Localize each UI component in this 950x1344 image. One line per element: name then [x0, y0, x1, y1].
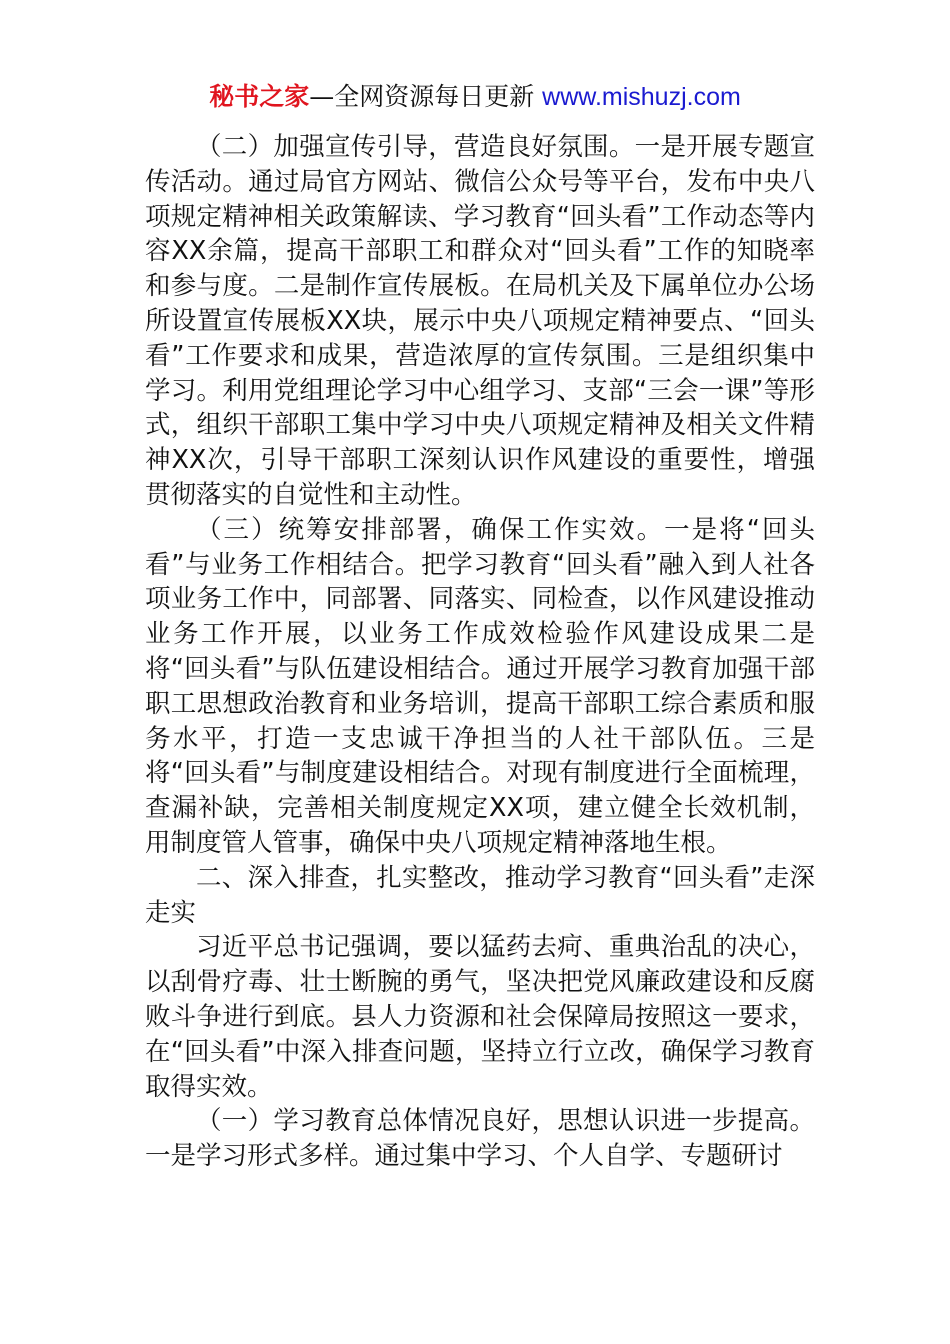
section-heading-2: 二、深入排查，扎实整改，推动学习教育“回头看”走深走实: [145, 862, 815, 928]
paragraph-overview: （一）学习教育总体情况良好，思想认识进一步提高。一是学习形式多样。通过集中学习、个人自学、专题研讨: [145, 1106, 815, 1172]
site-url-link[interactable]: www.mishuzj.com: [542, 83, 741, 111]
brand-name: 秘书之家: [209, 82, 310, 111]
paragraph-quote: 习近平总书记强调，要以猛药去疴、重典治乱的决心，以刮骨疗毒、壮士断腕的勇气，坚决把党风廉政建设和反腐败斗争进行到底。县人力资源和社会保障局按照这一要求，在“回头看”中深入排查问题，坚持立行立改，确保学习教育取得实效。: [145, 932, 815, 1102]
header-tagline: —全网资源每日更新: [309, 82, 543, 111]
paragraph-publicity: （二）加强宣传引导，营造良好氛围。一是开展专题宣传活动。通过局官方网站、微信公众号等平台，发布中央八项规定精神相关政策解读、学习教育“回头看”工作动态等内容XX余篇，提高干部职工和群众对“回头看”工作的知晓率和参与度。二是制作宣传展板。在局机关及下属单位办公场所设置宣传展板XX块，展示中央八项规定精神要点、“回头看”工作要求和成果，营造浓厚的宣传氛围。三是组织集中学习。利用党组理论学习中心组学习、支部“三会一课”等形式，组织干部职工集中学习中央八项规定精神及相关文件精神XX次，引导干部职工深刻认识作风建设的重要性，增强贯彻落实的自觉性和主动性。: [145, 132, 815, 510]
document-body: [145, 130, 815, 1174]
paragraph-coordination: （三）统筹安排部署，确保工作实效。一是将“回头看”与业务工作相结合。把学习教育“回头看”融入到人社各项业务工作中，同部署、同落实、同检查，以作风建设推动业务工作开展，以业务工作成效检验作风建设成果二是将“回头看”与队伍建设相结合。通过开展学习教育加强干部职工思想政治教育和业务培训，提高干部职工综合素质和服务水平，打造一支忠诚干净担当的人社干部队伍。三是将“回头看”与制度建设相结合。对现有制度进行全面梳理，查漏补缺，完善相关制度规定XX项，建立健全长效机制，用制度管人管事，确保中央八项规定精神落地生根。: [145, 514, 815, 858]
site-header: [0, 80, 950, 114]
